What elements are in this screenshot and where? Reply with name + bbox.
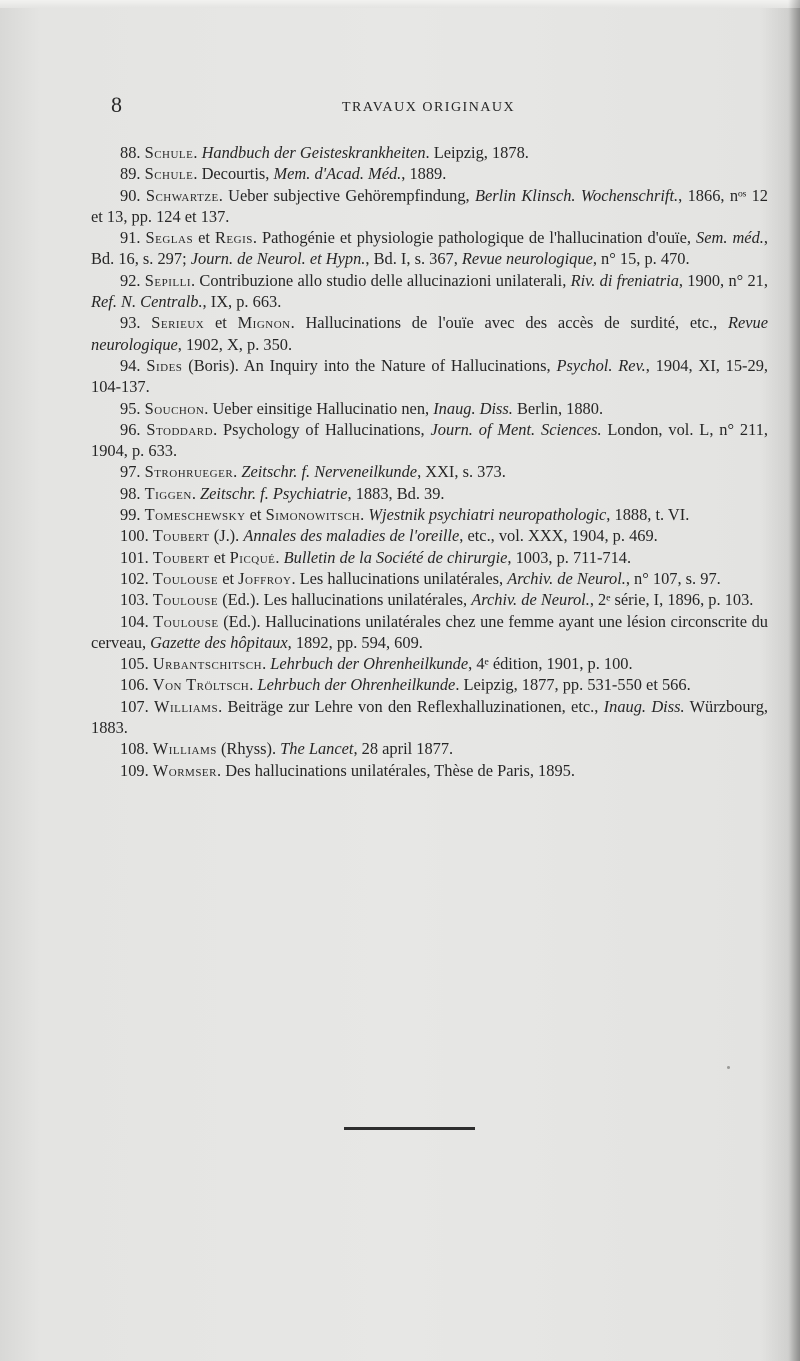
entry-text: , 1904, XI, 15-29, 104-137.: [91, 355, 768, 397]
bibliography-entry: [91, 483, 768, 504]
entry-text: 105.: [120, 654, 153, 674]
entry-text: . Ueber subjective Gehörempfindung,: [218, 185, 475, 205]
entry-text: . Pathogénie et physiologie pathologique de l'hallucination d'ouïe,: [252, 228, 697, 248]
entry-text: , 1892, pp. 594, 609.: [287, 632, 423, 652]
work-title: Lehrbuch der Ohrenheilkunde: [270, 654, 469, 674]
entry-text: et: [218, 568, 239, 588]
author-name: Regis: [215, 228, 253, 248]
entry-text: 94.: [120, 355, 147, 375]
work-title: Lehrbuch der Ohrenheilkunde: [257, 675, 456, 695]
author-name: Tiggen: [144, 483, 192, 503]
bibliography-entry: [91, 419, 768, 462]
entry-text: , 1900, n° 21,: [678, 270, 768, 290]
entry-text: , etc., vol. XXX, 1904, p. 469.: [459, 526, 658, 546]
author-name: Seglas: [145, 228, 194, 248]
bibliography-entry: [91, 760, 768, 781]
author-name: Tröltsch: [186, 675, 250, 695]
work-title: Wjestnik psychiatri neuropathologic: [368, 505, 607, 525]
entry-text: (Boris). An Inquiry into the Nature of Hallucinations,: [182, 355, 557, 375]
entry-text: 104.: [120, 611, 154, 631]
entry-text: (Rhyss).: [216, 739, 281, 759]
entry-text: , 1866, nᵒˢ 12 et 13, pp. 124 et 137.: [91, 185, 769, 226]
bibliography-entry: [91, 398, 768, 419]
entry-text: 100.: [120, 526, 153, 546]
work-title: Revue neurologique: [91, 313, 768, 354]
work-title: Inaug. Diss.: [603, 696, 685, 716]
entry-text: , 1003, p. 711-714.: [507, 547, 632, 567]
work-title: Annales des maladies de l'oreille: [243, 526, 460, 546]
entry-text: 101.: [120, 547, 153, 567]
author-name: Schwartze: [145, 185, 219, 205]
author-name: Simonowitsch: [265, 505, 361, 525]
entry-text: , XXI, s. 373.: [417, 462, 506, 482]
bibliography-entry: [91, 227, 768, 270]
entry-text: , 1889.: [401, 164, 447, 184]
work-title: Handbuch der Geisteskrankheiten: [201, 143, 426, 162]
entry-text: .: [191, 483, 201, 503]
entry-text: . Ueber einsitige Hallucinatio nen,: [204, 398, 434, 418]
work-title: Mem. d'Acad. Méd.: [273, 164, 402, 184]
entry-text: .: [262, 654, 271, 674]
entry-text: . Leipzig, 1877, pp. 531-550 et 566.: [455, 675, 691, 695]
bibliography-entry: [91, 568, 768, 589]
author-name: Wormser: [152, 760, 217, 780]
bibliography-entry: [91, 355, 768, 398]
paper-speck: [727, 1066, 730, 1069]
author-name: Serieux: [151, 313, 205, 333]
entry-text: .: [193, 143, 202, 162]
bibliography-entry: [91, 589, 768, 610]
author-name: Toubert: [152, 526, 210, 546]
page-spine-shadow: [788, 0, 800, 1361]
page-number: 8: [111, 92, 123, 117]
bibliography-entry: [91, 163, 768, 184]
entry-text: , n° 15, p. 470.: [592, 249, 690, 269]
bibliography-entry: [91, 504, 768, 525]
work-title: Journ. of Ment. Sciences.: [430, 419, 602, 439]
entry-text: . Leipzig, 1878.: [425, 143, 529, 162]
work-title: The Lancet: [280, 739, 354, 759]
entry-text: 108.: [120, 739, 153, 759]
author-name: Sides: [146, 355, 183, 375]
entry-text: .: [360, 505, 369, 525]
author-name: Toulouse: [153, 611, 219, 631]
author-name: Tomeschewsky: [144, 505, 246, 525]
work-title: Revue neurologique: [461, 249, 593, 269]
entry-text: 99.: [120, 505, 145, 525]
bibliography-entry: [91, 312, 768, 355]
bibliography-entry: [91, 674, 768, 695]
entry-text: London, vol. L, n° 211, 1904, p. 633.: [91, 419, 768, 461]
work-title: Journ. de Neurol. et Hypn.: [190, 249, 366, 269]
work-title: Riv. di freniatria: [570, 270, 679, 290]
bibliography-entry: [91, 547, 768, 568]
author-name: Picqué: [229, 547, 276, 567]
entry-text: 109.: [120, 760, 153, 780]
running-head: TRAVAUX ORIGINAUX: [342, 100, 516, 115]
entry-text: Würzbourg, 1883.: [91, 696, 769, 738]
bibliography-entry: [91, 738, 768, 759]
author-name: Williams: [152, 739, 217, 759]
entry-text: 90.: [120, 185, 146, 205]
work-title: Inaug. Diss.: [433, 398, 513, 418]
entry-text: . Des hallucinations unilatérales, Thèse de Paris, 1895.: [217, 760, 575, 780]
entry-text: 95.: [120, 398, 145, 418]
bibliography-entry: [91, 270, 768, 313]
entry-text: (Ed.). Les hallucinations unilatérales,: [218, 590, 472, 610]
work-title: Berlin Klinsch. Wochenschrift.: [475, 185, 679, 205]
entry-text: 102.: [120, 568, 153, 588]
entry-text: . Hallucinations de l'ouïe avec des accès de surdité, etc.,: [290, 313, 728, 333]
entry-text: (Ed.). Hallucinations unilatérales chez une femme ayant une lésion circonscrite du cerveau,: [91, 611, 768, 652]
entry-text: , 1902, X, p. 350.: [177, 334, 293, 354]
entry-text: . Beiträge zur Lehre von den Reflexhalluzinationen, etc.,: [218, 696, 604, 716]
entry-text: 98.: [120, 483, 145, 503]
author-name: Joffroy: [238, 568, 292, 588]
entry-text: . Les hallucinations unilatérales,: [291, 568, 508, 588]
entry-text: , 4ᵉ édition, 1901, p. 100.: [468, 654, 633, 674]
bibliography-entry: [91, 142, 768, 163]
entry-text: Berlin, 1880.: [512, 398, 604, 418]
author-name: Urbantschitsch: [152, 654, 263, 674]
entry-text: 106.: [120, 675, 153, 695]
entry-text: . Contribuzione allo studio delle allucinazioni unilaterali,: [191, 270, 571, 290]
entry-text: 88.: [120, 143, 145, 162]
work-title: Sem. méd.: [696, 228, 764, 248]
section-end-rule: [344, 1127, 475, 1130]
entry-text: 91.: [120, 228, 146, 248]
entry-text: . Psychology of Hallucinations,: [213, 419, 431, 439]
work-title: Ref. N. Centralb.: [91, 292, 203, 312]
bibliography-entry: [91, 653, 768, 674]
bibliography-list: [91, 142, 768, 781]
entry-text: .: [249, 675, 258, 695]
author-name: Mignon: [237, 313, 291, 333]
author-name: Toulouse: [152, 568, 219, 588]
author-name: Von: [152, 675, 183, 695]
entry-text: 103.: [120, 590, 153, 610]
bibliography-entry: [91, 611, 768, 654]
entry-text: et: [193, 228, 215, 248]
entry-text: 93.: [120, 313, 152, 333]
author-name: Schule: [144, 164, 194, 184]
work-title: Psychol. Rev.: [556, 355, 646, 375]
author-name: Toulouse: [152, 590, 219, 610]
work-title: Zeitschr. f. Nerveneilkunde: [241, 462, 418, 482]
entry-text: et: [245, 505, 266, 525]
author-name: Schule: [144, 143, 194, 162]
bibliography-entry: [91, 185, 768, 228]
work-title: Archiv. de Neurol.: [471, 590, 590, 610]
author-name: Strohrueger: [144, 462, 234, 482]
entry-text: , 1888, t. VI.: [606, 505, 690, 525]
entry-text: 96.: [120, 419, 147, 439]
entry-text: , Bd. 16, s. 297;: [91, 228, 768, 269]
entry-text: , Bd. I, s. 367,: [365, 249, 462, 269]
entry-text: , 1883, Bd. 39.: [347, 483, 445, 503]
entry-text: .: [275, 547, 284, 567]
author-name: Toubert: [152, 547, 210, 567]
entry-text: .: [233, 462, 242, 482]
entry-text: et: [209, 547, 230, 567]
entry-text: , n° 107, s. 97.: [625, 568, 721, 588]
bibliography-entry: [91, 461, 768, 482]
entry-text: 97.: [120, 462, 145, 482]
bibliography-entry: [91, 525, 768, 546]
work-title: Bulletin de la Société de chirurgie: [283, 547, 508, 567]
work-title: Zeitschr. f. Psychiatrie: [200, 483, 348, 503]
author-name: Souchon: [144, 398, 205, 418]
work-title: Archiv. de Neurol.: [507, 568, 626, 588]
entry-text: 89.: [120, 164, 145, 184]
entry-text: 92.: [120, 270, 145, 290]
entry-text: , IX, p. 663.: [202, 292, 282, 312]
entry-text: (J.).: [209, 526, 244, 546]
bibliography-entry: [91, 696, 768, 739]
author-name: Stoddard: [146, 419, 214, 439]
page-top-edge: [0, 0, 800, 8]
entry-text: , 2ᵉ série, I, 1896, p. 103.: [589, 590, 754, 610]
work-title: Gazette des hôpitaux: [150, 632, 288, 652]
entry-text: , 28 april 1877.: [353, 739, 454, 759]
entry-text: 107.: [120, 696, 154, 716]
entry-text: et: [204, 313, 238, 333]
author-name: Williams: [154, 696, 219, 716]
author-name: Sepilli: [144, 270, 191, 290]
entry-text: . Decourtis,: [193, 164, 274, 184]
